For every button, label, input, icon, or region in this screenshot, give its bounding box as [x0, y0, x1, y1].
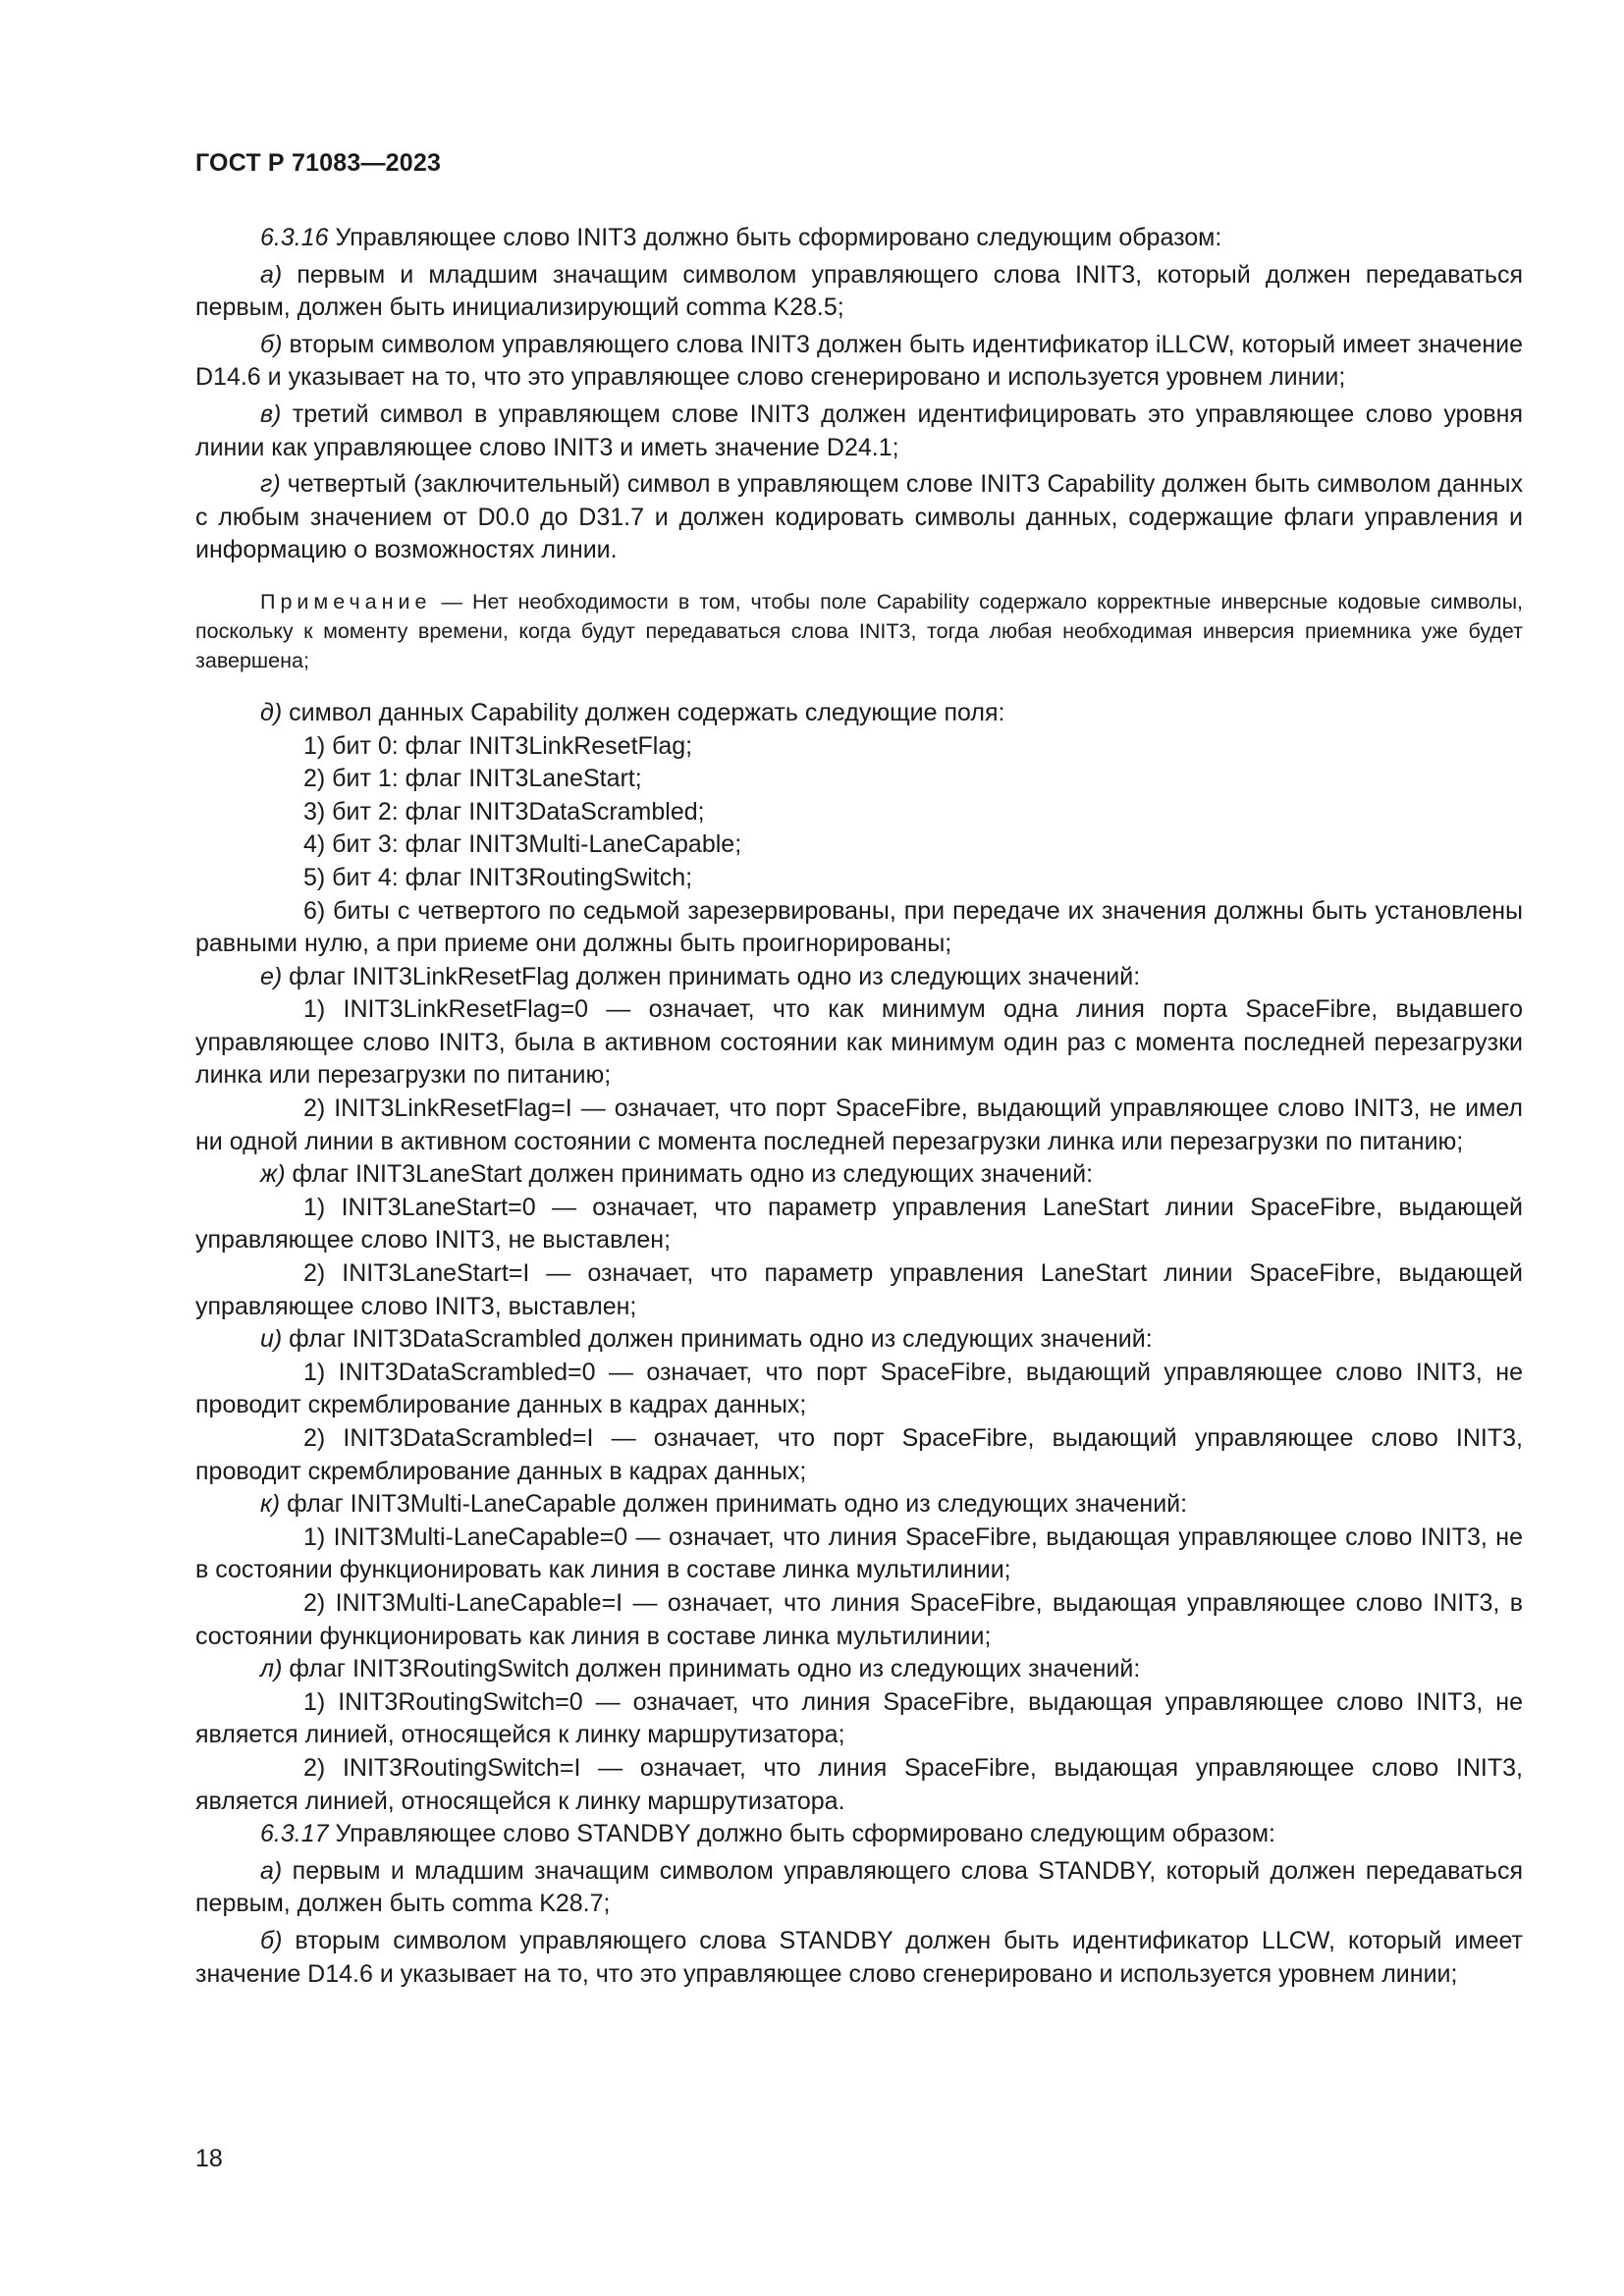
paragraph [195, 796, 1523, 829]
document-header: ГОСТ Р 71083—2023 [195, 149, 442, 177]
item-text: четвертый (заключительный) символ в управляющем слове INIT3 Capability должен быть символом данных с любым значением от D0.0 до D31.7 и должен кодировать символы данных, содержащие флаги управления и информацию о возможностях линии. [195, 470, 1523, 564]
paragraph [195, 1158, 1523, 1192]
item-text: 2) INIT3LinkResetFlag=I — означает, что порт SpaceFibre, выдающий управляющее слово INIT3, не имел ни одной линии в активном состоянии с момента последней перезагрузки линка или перезагрузки по питанию; [195, 1095, 1523, 1155]
paragraph [195, 763, 1523, 796]
item-text: вторым символом управляющего слова STANDBY должен быть идентификатор LLCW, который имеет значение D14.6 и указывает на то, что это управляющее слово сгенерировано и используется уровнем линии; [195, 1926, 1523, 1988]
paragraph [195, 259, 1523, 325]
item-label: л) [260, 1655, 283, 1683]
item-text: 2) INIT3DataScrambled=I — означает, что порт SpaceFibre, выдающий управляющее слово INIT3, проводит скремблирование данных в кадрах данных; [195, 1424, 1523, 1485]
item-text: 1) INIT3RoutingSwitch=0 — означает, что линия SpaceFibre, выдающая управляющее слово INIT3, не является линией, относящейся к линку маршрутизатора; [195, 1687, 1523, 1749]
item-text: символ данных Capability должен содержать следующие поля: [282, 698, 1005, 726]
paragraph [195, 862, 1523, 895]
paragraph [195, 222, 1523, 255]
item-text: флаг INIT3LinkResetFlag должен принимать одно из следующих значений: [282, 962, 1141, 990]
paragraph [195, 1587, 1523, 1653]
paragraph [195, 1818, 1523, 1851]
item-text: 1) бит 0: флаг INIT3LinkResetFlag; [303, 731, 693, 760]
paragraph [195, 329, 1523, 395]
page-number: 18 [195, 2145, 223, 2172]
paragraph [195, 697, 1523, 730]
item-text: 2) INIT3RoutingSwitch=I — означает, что линия SpaceFibre, выдающая управляющее слово INIT3, является линией, относящейся к линку маршрутизатора. [195, 1753, 1523, 1815]
item-label: к) [260, 1490, 281, 1519]
item-text: 2) INIT3Multi-LaneCapable=I — означает, что линия SpaceFibre, выдающая управляющее слово INIT3, в состоянии функционировать как линия в составе линка мультилинии; [195, 1588, 1523, 1650]
item-text: первым и младшим значащим символом управляющего слова STANDBY, который должен передаваться первым, должен быть comma K28.7; [195, 1856, 1523, 1918]
item-text: флаг INIT3Multi-LaneCapable должен принимать одно из следующих значений: [280, 1490, 1188, 1519]
note-title: Примечание [260, 589, 432, 614]
paragraph [195, 993, 1523, 1093]
paragraph [195, 1686, 1523, 1752]
item-text: 1) INIT3DataScrambled=0 — означает, что порт SpaceFibre, выдающий управляющее слово INIT3, не проводит скремблирование данных в кадрах данных; [195, 1358, 1523, 1419]
item-text: 4) бит 3: флаг INIT3Multi-LaneCapable; [303, 830, 742, 859]
paragraph [195, 1855, 1523, 1921]
item-label: ж) [260, 1160, 286, 1189]
item-label: б) [260, 330, 283, 358]
item-text: Управляющее слово STANDBY должно быть сформировано следующим образом: [328, 1820, 1275, 1848]
paragraph [195, 1192, 1523, 1257]
item-label: в) [260, 400, 282, 428]
item-text: 2) бит 1: флаг INIT3LaneStart; [303, 765, 642, 793]
paragraph [195, 1093, 1523, 1158]
paragraph [195, 1488, 1523, 1522]
item-text: 1) INIT3LinkResetFlag=0 — означает, что как минимум одна линия порта SpaceFibre, выдавшего управляющее слово INIT3, была в активном состоянии как минимум один раз с момента последней перезагрузки линка или перезагрузки по питанию; [195, 995, 1523, 1090]
paragraph [195, 1422, 1523, 1488]
item-label: 6.3.16 [260, 224, 329, 251]
note-paragraph [195, 587, 1523, 675]
item-text: флаг INIT3DataScrambled должен принимать одно из следующих значений: [282, 1325, 1153, 1354]
note-text: — Нет необходимости в том, чтобы поле Capability содержало корректные инверсные кодовые символы, поскольку к моменту времени, когда будут передаваться слова INIT3, тогда любая необходимая инверсия приемника уже будет завершена; [195, 589, 1523, 672]
paragraph [195, 1653, 1523, 1686]
paragraph [195, 399, 1523, 464]
item-label: б) [260, 1926, 283, 1954]
item-text: 2) INIT3LaneStart=I — означает, что параметр управления LaneStart линии SpaceFibre, выдающей управляющее слово INIT3, выставлен; [195, 1259, 1523, 1320]
paragraph [195, 730, 1523, 764]
paragraph [195, 1752, 1523, 1818]
section-6-3-16 [195, 222, 1523, 567]
item-text: 1) INIT3LaneStart=0 — означает, что параметр управления LaneStart линии SpaceFibre, выдающей управляющее слово INIT3, не выставлен; [195, 1193, 1523, 1255]
item-label: и) [260, 1325, 283, 1354]
item-text: третий символ в управляющем слове INIT3 должен идентифицировать это управляющее слово уровня линии как управляющее слово INIT3 и иметь значение D24.1; [195, 400, 1523, 461]
paragraph [195, 895, 1523, 961]
item-label: д) [260, 698, 283, 726]
paragraph [195, 468, 1523, 567]
item-text: флаг INIT3LaneStart должен принимать одно из следующих значений: [285, 1160, 1094, 1189]
item-text: 1) INIT3Multi-LaneCapable=0 — означает, что линия SpaceFibre, выдающая управляющее слово INIT3, не в состоянии функционировать как линия в составе линка мультилинии; [195, 1522, 1523, 1584]
item-text: 5) бит 4: флаг INIT3RoutingSwitch; [303, 863, 693, 891]
item-label: г) [260, 470, 281, 499]
item-label: а) [260, 1856, 283, 1885]
paragraph [195, 1925, 1523, 1991]
item-label: а) [260, 260, 283, 289]
item-text: 3) бит 2: флаг INIT3DataScrambled; [303, 797, 705, 826]
paragraph [195, 961, 1523, 994]
item-label: е) [260, 962, 283, 990]
item-text: 6) биты с четвертого по седьмой зарезервированы, при передаче их значения должны быть установлены равными нулю, а при приеме они должны быть проигнорированы; [195, 896, 1523, 958]
paragraph [195, 1323, 1523, 1357]
item-text: первым и младшим значащим символом управляющего слова INIT3, который должен передаваться первым, должен быть инициализирующий comma K28.5; [195, 260, 1523, 322]
paragraph [195, 1522, 1523, 1587]
paragraph [195, 828, 1523, 862]
document-body [195, 222, 1523, 1991]
item-text: Управляющее слово INIT3 должно быть сформировано следующим образом: [328, 224, 1222, 251]
item-text: вторым символом управляющего слова INIT3 должен быть идентификатор iLLCW, который имеет значение D14.6 и указывает на то, что это управляющее слово сгенерировано и используется уровнем линии; [195, 330, 1523, 392]
item-label: 6.3.17 [260, 1820, 329, 1848]
paragraph [195, 1257, 1523, 1323]
paragraph [195, 1357, 1523, 1422]
capability-fields-section [195, 697, 1523, 1991]
item-text: флаг INIT3RoutingSwitch должен принимать одно из следующих значений: [282, 1655, 1141, 1683]
